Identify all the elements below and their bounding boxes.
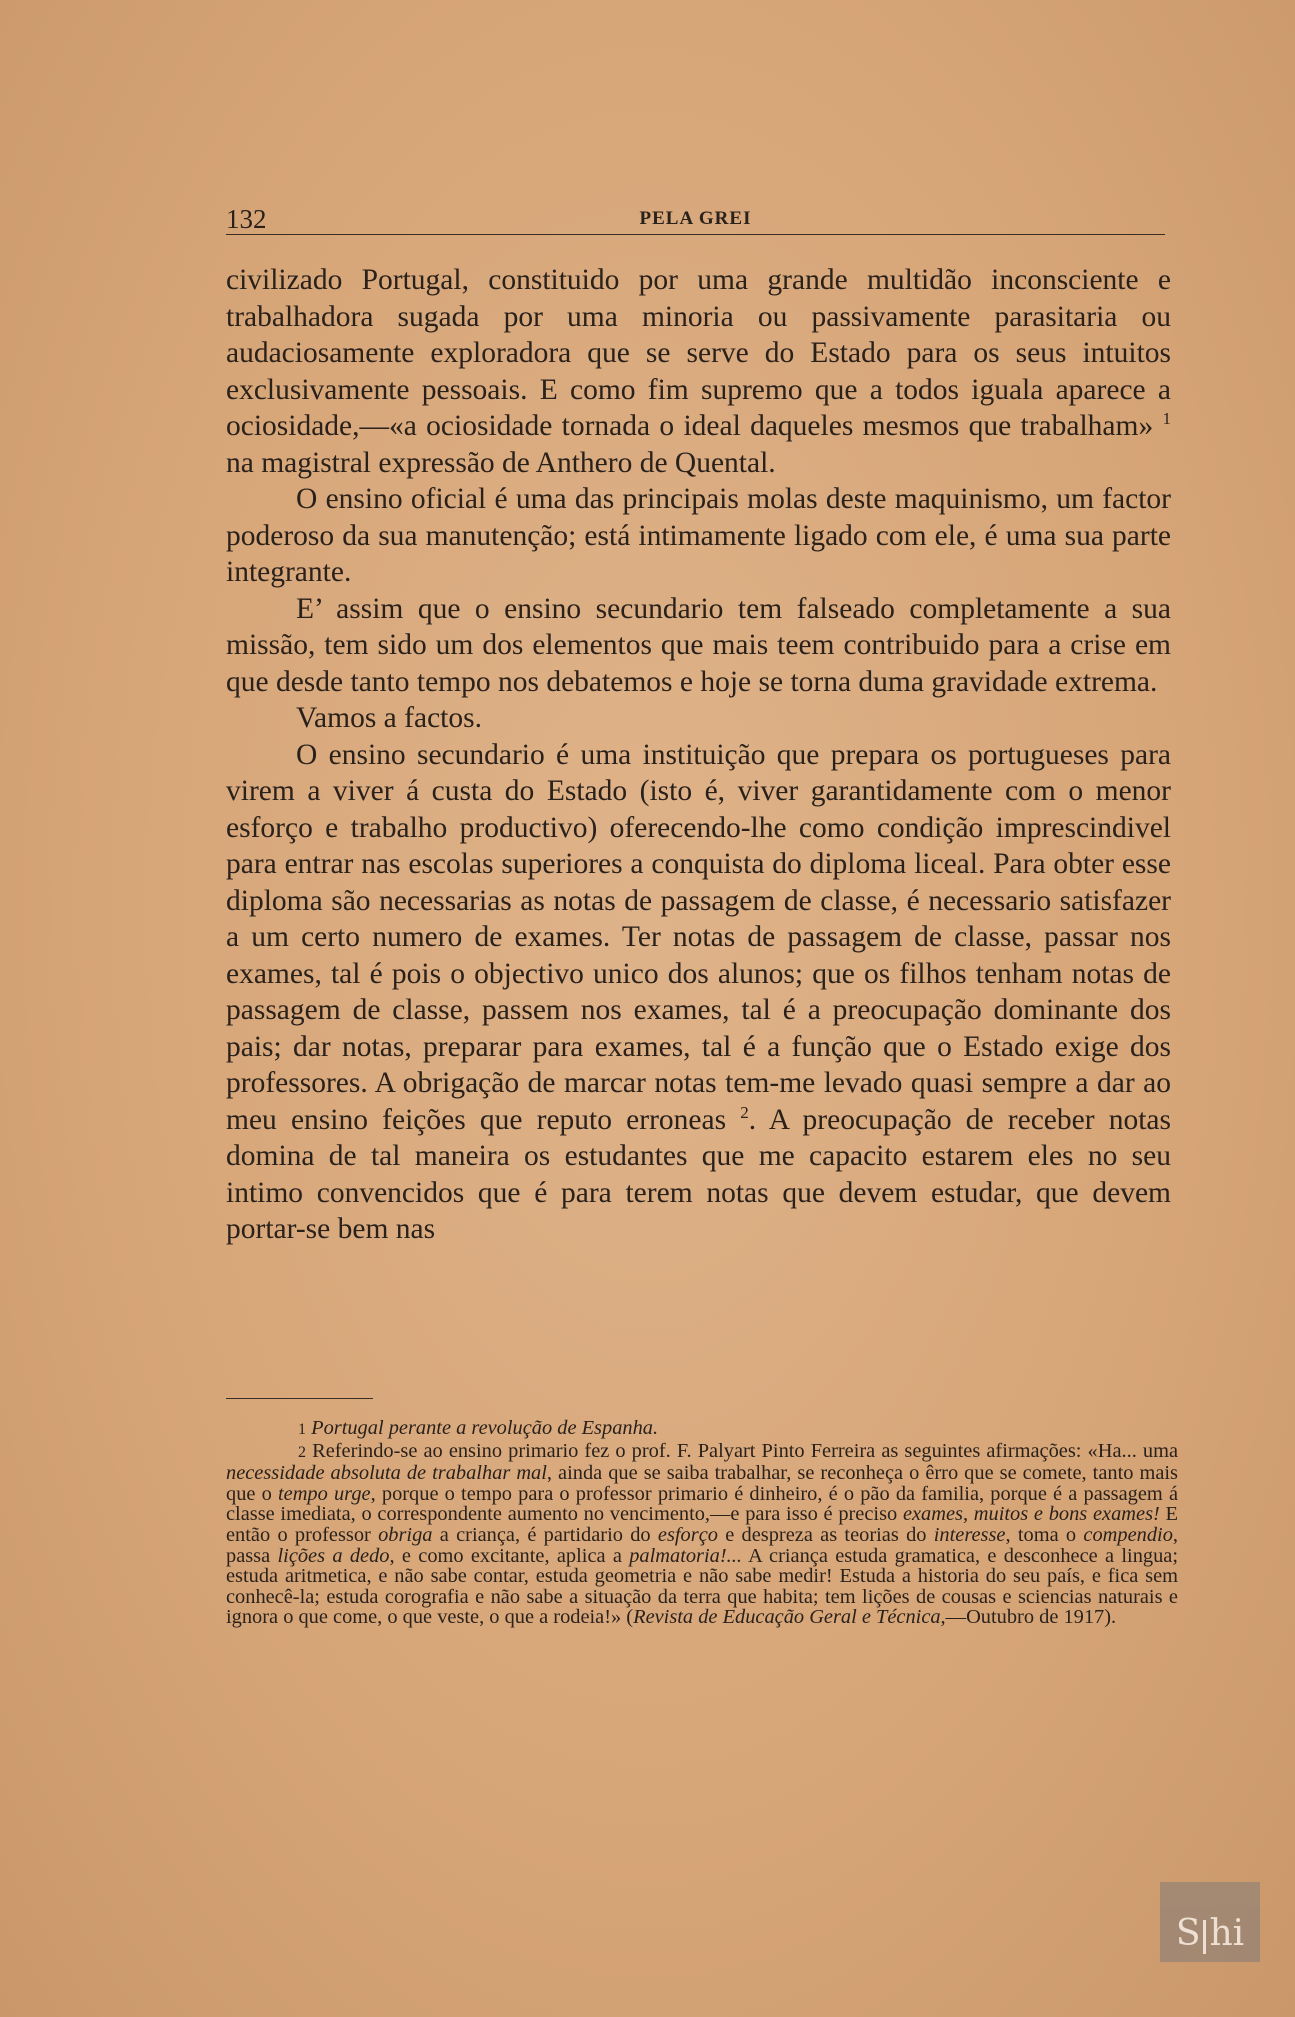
footnote-1: 1 Portugal perante a revolução de Espanha. — [298, 1417, 659, 1439]
page-header — [226, 204, 1165, 235]
footnotes — [226, 1418, 1178, 1628]
paragraph: E’ assim que o ensino secundario tem falseado completamente a sua missão, tem sido um dos elementos que mais teem contribuido para a crise em que desde tanto tempo nos debatemos e hoje se torna duma gravidade extrema. — [226, 592, 1171, 698]
library-logo-icon: S hi — [1160, 1882, 1260, 1962]
footnote-divider — [226, 1398, 373, 1399]
running-title: PELA GREI — [639, 208, 752, 229]
paragraph: O ensino secundario é uma instituição que prepara os portugueses para virem a viver á custa do Estado (isto é, viver garantidamente com o menor esforço e trabalho productivo) oferecendo-lhe como condição imprescindivel para entrar nas escolas superiores a conquista do diploma liceal. Para obter esse diploma são necessarias as notas de passagem de classe, é necessario satisfazer a um certo numero de exames. Ter notas de passagem de classe, passar nos exames, tal é pois o objectivo unico dos alunos; que os filhos tenham notas de passagem de classe, passem nos exames, tal é a preocupação dominante dos pais; dar notas, preparar para exames, tal é a função que o Estado exige dos professores. A obrigação de marcar notas tem-me levado quasi sempre a dar ao meu ensino feições que reputo erroneas $^2$. A preocupação de receber notas domina de tal maneira os estudantes que me capacito estarem eles no seu intimo convencidos que é para terem notas que devem estudar, que devem portar-se bem nas — [226, 738, 1172, 1245]
page-number: 132 — [226, 204, 267, 234]
footnote-ref: 1 — [1162, 409, 1172, 429]
paragraph: civilizado Portugal, constituido por uma grande multidão inconsciente e trabalhadora sugada por uma minoria ou passivamente parasitaria ou audaciosamente exploradora que se serve do Estado para os seus intuitos exclusivamente pessoais. E como fim supremo que a todos iguala aparece a ociosidade,—«a ociosidade tornada o ideal daqueles mesmos que trabalham» $^1$ na magistral expressão de Anthero de Quental. — [226, 264, 1172, 479]
paragraph: Vamos a factos. — [296, 702, 482, 734]
paragraph: O ensino oficial é uma das principais molas deste maquinismo, um factor poderoso da sua manutenção; está intimamente ligado com ele, é uma sua parte integrante. — [226, 483, 1171, 588]
footnote-ref: 2 — [740, 1102, 749, 1122]
main-text — [226, 262, 1171, 1248]
footnote-2: 2 Referindo-se ao ensino primario fez o prof. F. Palyart Pinto Ferreira as seguintes afirmações: «Ha... uma necessidade absoluta de trabalhar mal, ainda que se saiba trabalhar, se reconheça o êrro que se comete, tanto mais que o tempo urge, porque o tempo para o professor primario é dinheiro, é o pão da familia, porque é a passagem á classe imediata, o correspondente aumento no vencimento,—e para isso é preciso exames, muitos e bons exames! E então o professor obriga a criança, é partidario do esforço e despreza as teorias do interesse, toma o compendio, passa lições a dedo, e como excitante, aplica a palmatoria!... A criança estuda gramatica, e desconhece a lingua; estuda aritmetica, e não sabe contar, estuda geometria e não sabe medir! Estuda a historia do seu país, e fica sem conhecê-la; estuda corografia e não sabe a situação da terra que habita; tem lições de cousas e sciencias naturais e ignora o que come, o que veste, o que a rodeia!» (Revista de Educação Geral e Técnica,—Outubro de 1917). — [226, 1439, 1178, 1629]
